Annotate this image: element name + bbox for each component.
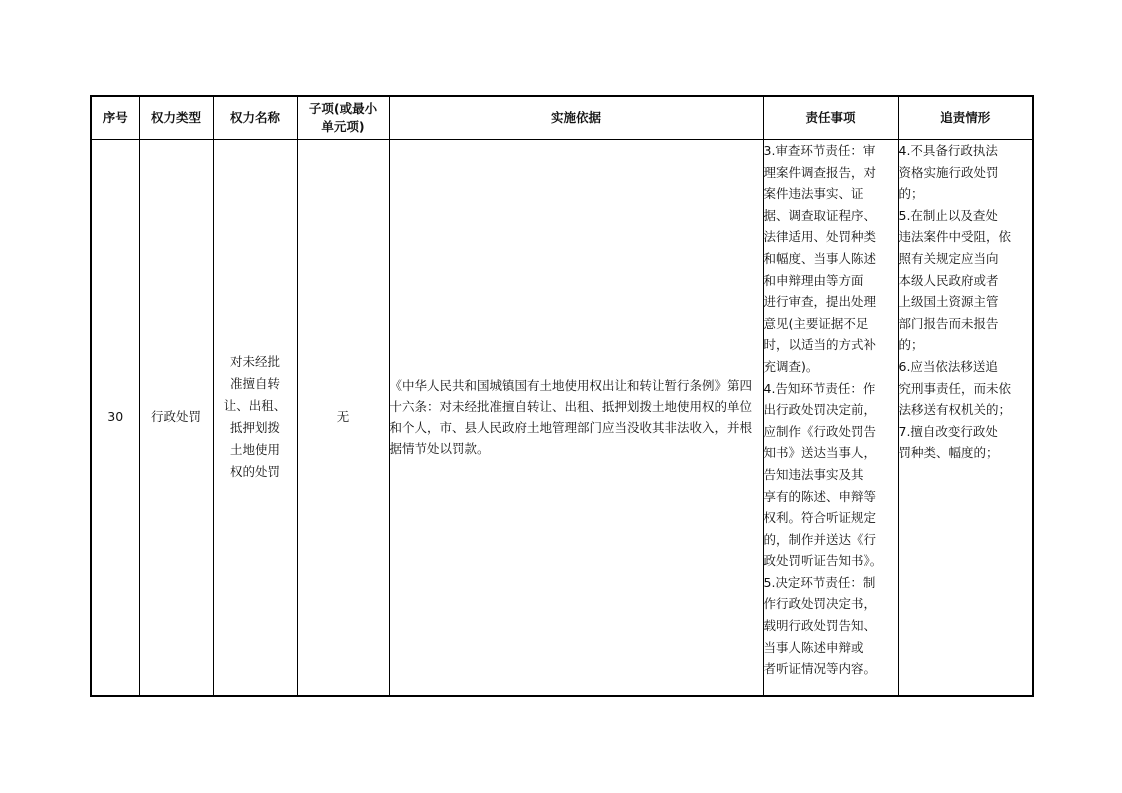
header-seq: 序号 (91, 96, 139, 140)
cell-sub-item: 无 (297, 140, 389, 696)
cell-power-name (213, 140, 297, 696)
header-accountability: 追责情形 (898, 96, 1033, 140)
cell-power-type: 行政处罚 (139, 140, 213, 696)
cell-basis: 《中华人民共和国城镇国有土地使用权出让和转让暂行条例》第四十六条：对未经批准擅自转让、出租、抵押划拨土地使用权的单位和个人，市、县人民政府土地管理部门应当没收其非法收入，并根据情节处以罚款。 (389, 140, 763, 696)
header-responsibility: 责任事项 (763, 96, 898, 140)
cell-seq: 30 (91, 140, 139, 696)
power-name-text: 对未经批 准擅自转 让、出租、 抵押划拨 土地使用 权的处罚 (223, 354, 287, 480)
power-list-table (90, 95, 1034, 697)
header-power-name: 权力名称 (213, 96, 297, 140)
table-row (91, 140, 1033, 696)
cell-accountability: 4.不具备行政执法 资格实施行政处罚 的； 5.在制止以及查处 违法案件中受阻，依 照有关规定应当向 本级人民政府或者 上级国土资源主管 部门报告而未报告 的； 6.应当依法移送追 究刑事责任，而未依 法移送有权机关的； 7.擅自改变行政处 罚种类、幅度的； (898, 140, 1033, 696)
header-basis: 实施依据 (389, 96, 763, 140)
cell-responsibility: 3.审查环节责任：审 理案件调查报告，对 案件违法事实、证 据、调查取证程序、 法律适用、处罚种类 和幅度、当事人陈述 和申辩理由等方面 进行审查，提出处理 意见(主要证据不足 时，以适当的方式补 充调查)。 4.告知环节责任：作 出行政处罚决定前， 应制作《行政处罚告 知书》送达当事人， 告知违法事实及其 享有的陈述、申辩等 权利。符合听证规定 的，制作并送达《行 政处罚听证告知书》。 5.决定环节责任：制 作行政处罚决定书， 载明行政处罚告知、 当事人陈述申辩或 者听证情况等内容。 (763, 140, 898, 696)
header-sub-item: 子项(或最小 单元项) (297, 96, 389, 140)
table-header-row (91, 96, 1033, 140)
header-power-type: 权力类型 (139, 96, 213, 140)
